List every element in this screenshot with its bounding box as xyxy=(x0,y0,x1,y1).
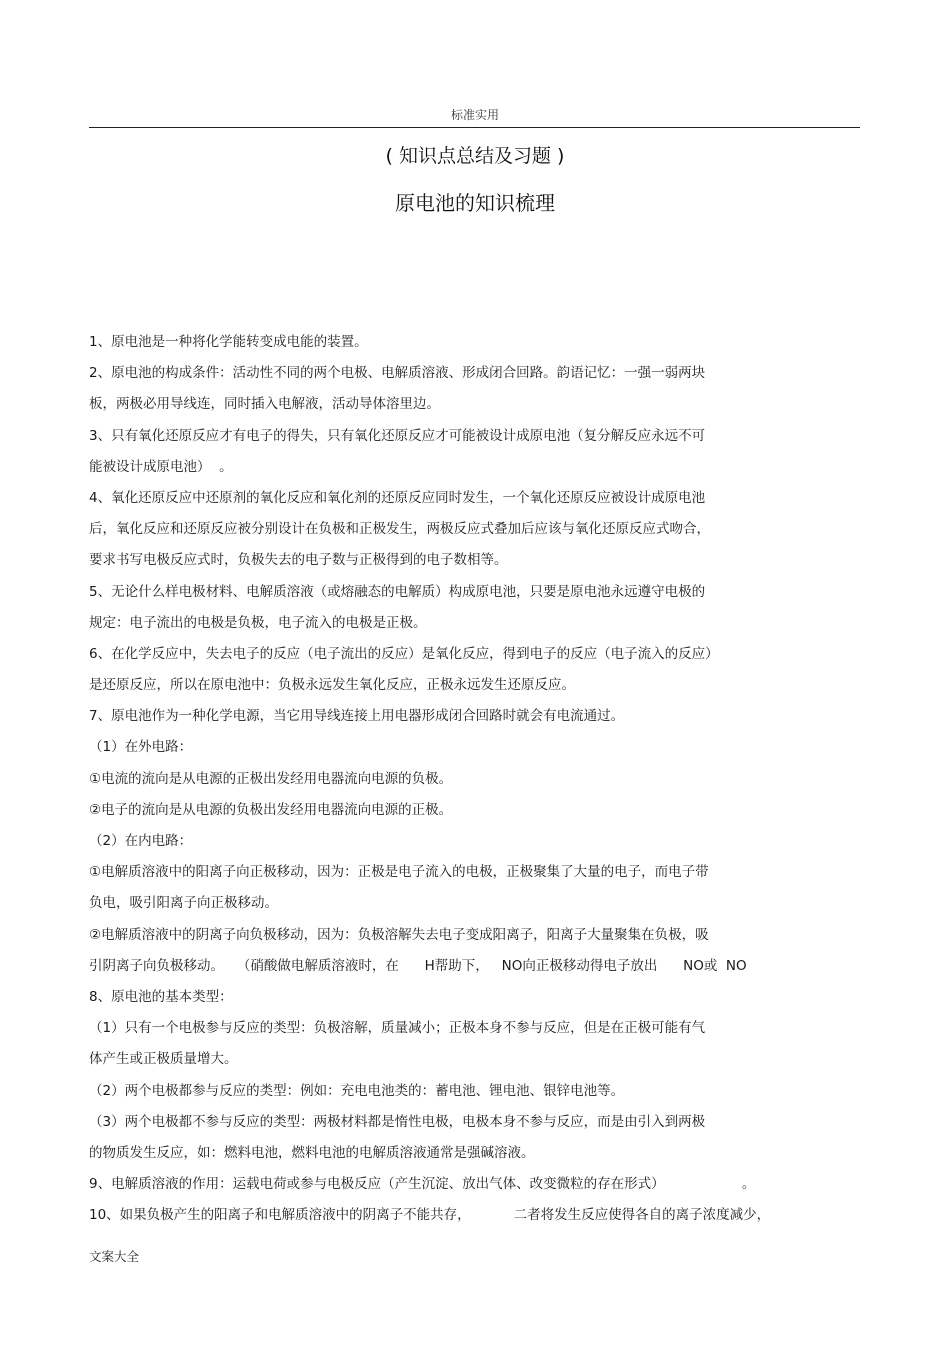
body-line: ①电流的流向是从电源的正极出发经用电器流向电源的负极。 xyxy=(89,770,453,787)
body-line: 3、只有氧化还原反应才有电子的得失，只有氧化还原反应才可能被设计成原电池（复分解反应永远不可 xyxy=(89,427,706,444)
header-divider xyxy=(89,127,860,128)
body-line: （3）两个电极都不参与反应的类型：两极材料都是惰性电极，电极本身不参与反应，而是由引入到两极 xyxy=(89,1113,706,1130)
body-line: 的物质发生反应，如：燃料电池，燃料电池的电解质溶液通常是强碱溶液。 xyxy=(89,1144,535,1161)
body-line: 10、如果负极产生的阳离子和电解质溶液中的阴离子不能共存， 二者将发生反应使得各自的离子浓度减少， xyxy=(89,1207,771,1224)
document-subtitle: ( 知识点总结及习题 ) xyxy=(385,145,565,167)
body-line: 负电，吸引阳离子向正极移动。 xyxy=(89,895,278,912)
body-line: 板，两极必用导线连，同时插入电解液，活动导体溶里边。 xyxy=(89,396,440,413)
body-line: 体产生或正极质量增大。 xyxy=(89,1051,238,1068)
body-line: 1、原电池是一种将化学能转变成电能的装置。 xyxy=(89,334,368,350)
document-title: 原电池的知识梳理 xyxy=(395,191,555,215)
body-line: 要求书写电极反应式时，负极失去的电子数与正极得到的电子数相等。 xyxy=(89,552,508,569)
body-line: 能被设计成原电池） 。 xyxy=(89,458,233,475)
body-line: ①电解质溶液中的阳离子向正极移动，因为：正极是电子流入的电极，正极聚集了大量的电子，而电子带 xyxy=(89,864,709,881)
body-line: 9、电解质溶液的作用：运载电荷或参与电极反应（产生沉淀、放出气体、改变微粒的存在形式） 。 xyxy=(89,1176,756,1193)
body-line: 是还原反应，所以在原电池中：负极永远发生氧化反应，正极永远发生还原反应。 xyxy=(89,677,575,694)
body-line: 2、原电池的构成条件：活动性不同的两个电极、电解质溶液、形成闭合回路。韵语记忆：一强一弱两块 xyxy=(89,365,706,382)
body-line: 4、氧化还原反应中还原剂的氧化反应和氧化剂的还原反应同时发生，一个氧化还原反应被设计成原电池 xyxy=(89,489,706,506)
body-line: 6、在化学反应中，失去电子的反应（电子流出的反应）是氧化反应，得到电子的反应（电子流入的反应） xyxy=(89,645,719,662)
body-line: ②电解质溶液中的阴离子向负极移动，因为：负极溶解失去电子变成阳离子，阳离子大量聚集在负极，吸 xyxy=(89,926,709,943)
page-footer-label: 文案大全 xyxy=(89,1249,140,1264)
body-line: 5、无论什么样电极材料、电解质溶液（或熔融态的电解质）构成原电池，只要是原电池永远遵守电极的 xyxy=(89,583,706,600)
body-line: ②电子的流向是从电源的负极出发经用电器流向电源的正极。 xyxy=(89,801,453,818)
body-line: 8、原电池的基本类型： xyxy=(89,988,233,1005)
body-line: （1）在外电路： xyxy=(89,739,193,756)
body-line: 引阴离子向负极移动。 （硝酸做电解质溶液时，在 H帮助下， NO向正极移动得电子放出 NO或 NO xyxy=(89,957,747,974)
body-line: （2）两个电极都参与反应的类型：例如：充电电池类的：蓄电池、锂电池、银锌电池等。 xyxy=(89,1082,625,1099)
body-line: 7、原电池作为一种化学电源，当它用导线连接上用电器形成闭合回路时就会有电流通过。 xyxy=(89,708,625,725)
body-line: 后，氧化反应和还原反应被分别设计在负极和正极发生，两极反应式叠加后应该与氧化还原反应式吻合， xyxy=(89,521,710,538)
body-line: （2）在内电路： xyxy=(89,833,193,849)
document-body xyxy=(89,330,860,1234)
body-line: （1）只有一个电极参与反应的类型：负极溶解，质量减小；正极本身不参与反应，但是在正极可能有气 xyxy=(89,1020,706,1037)
body-line: 规定：电子流出的电极是负极，电子流入的电极是正极。 xyxy=(89,614,427,631)
page-header-label: 标准实用 xyxy=(450,108,499,122)
